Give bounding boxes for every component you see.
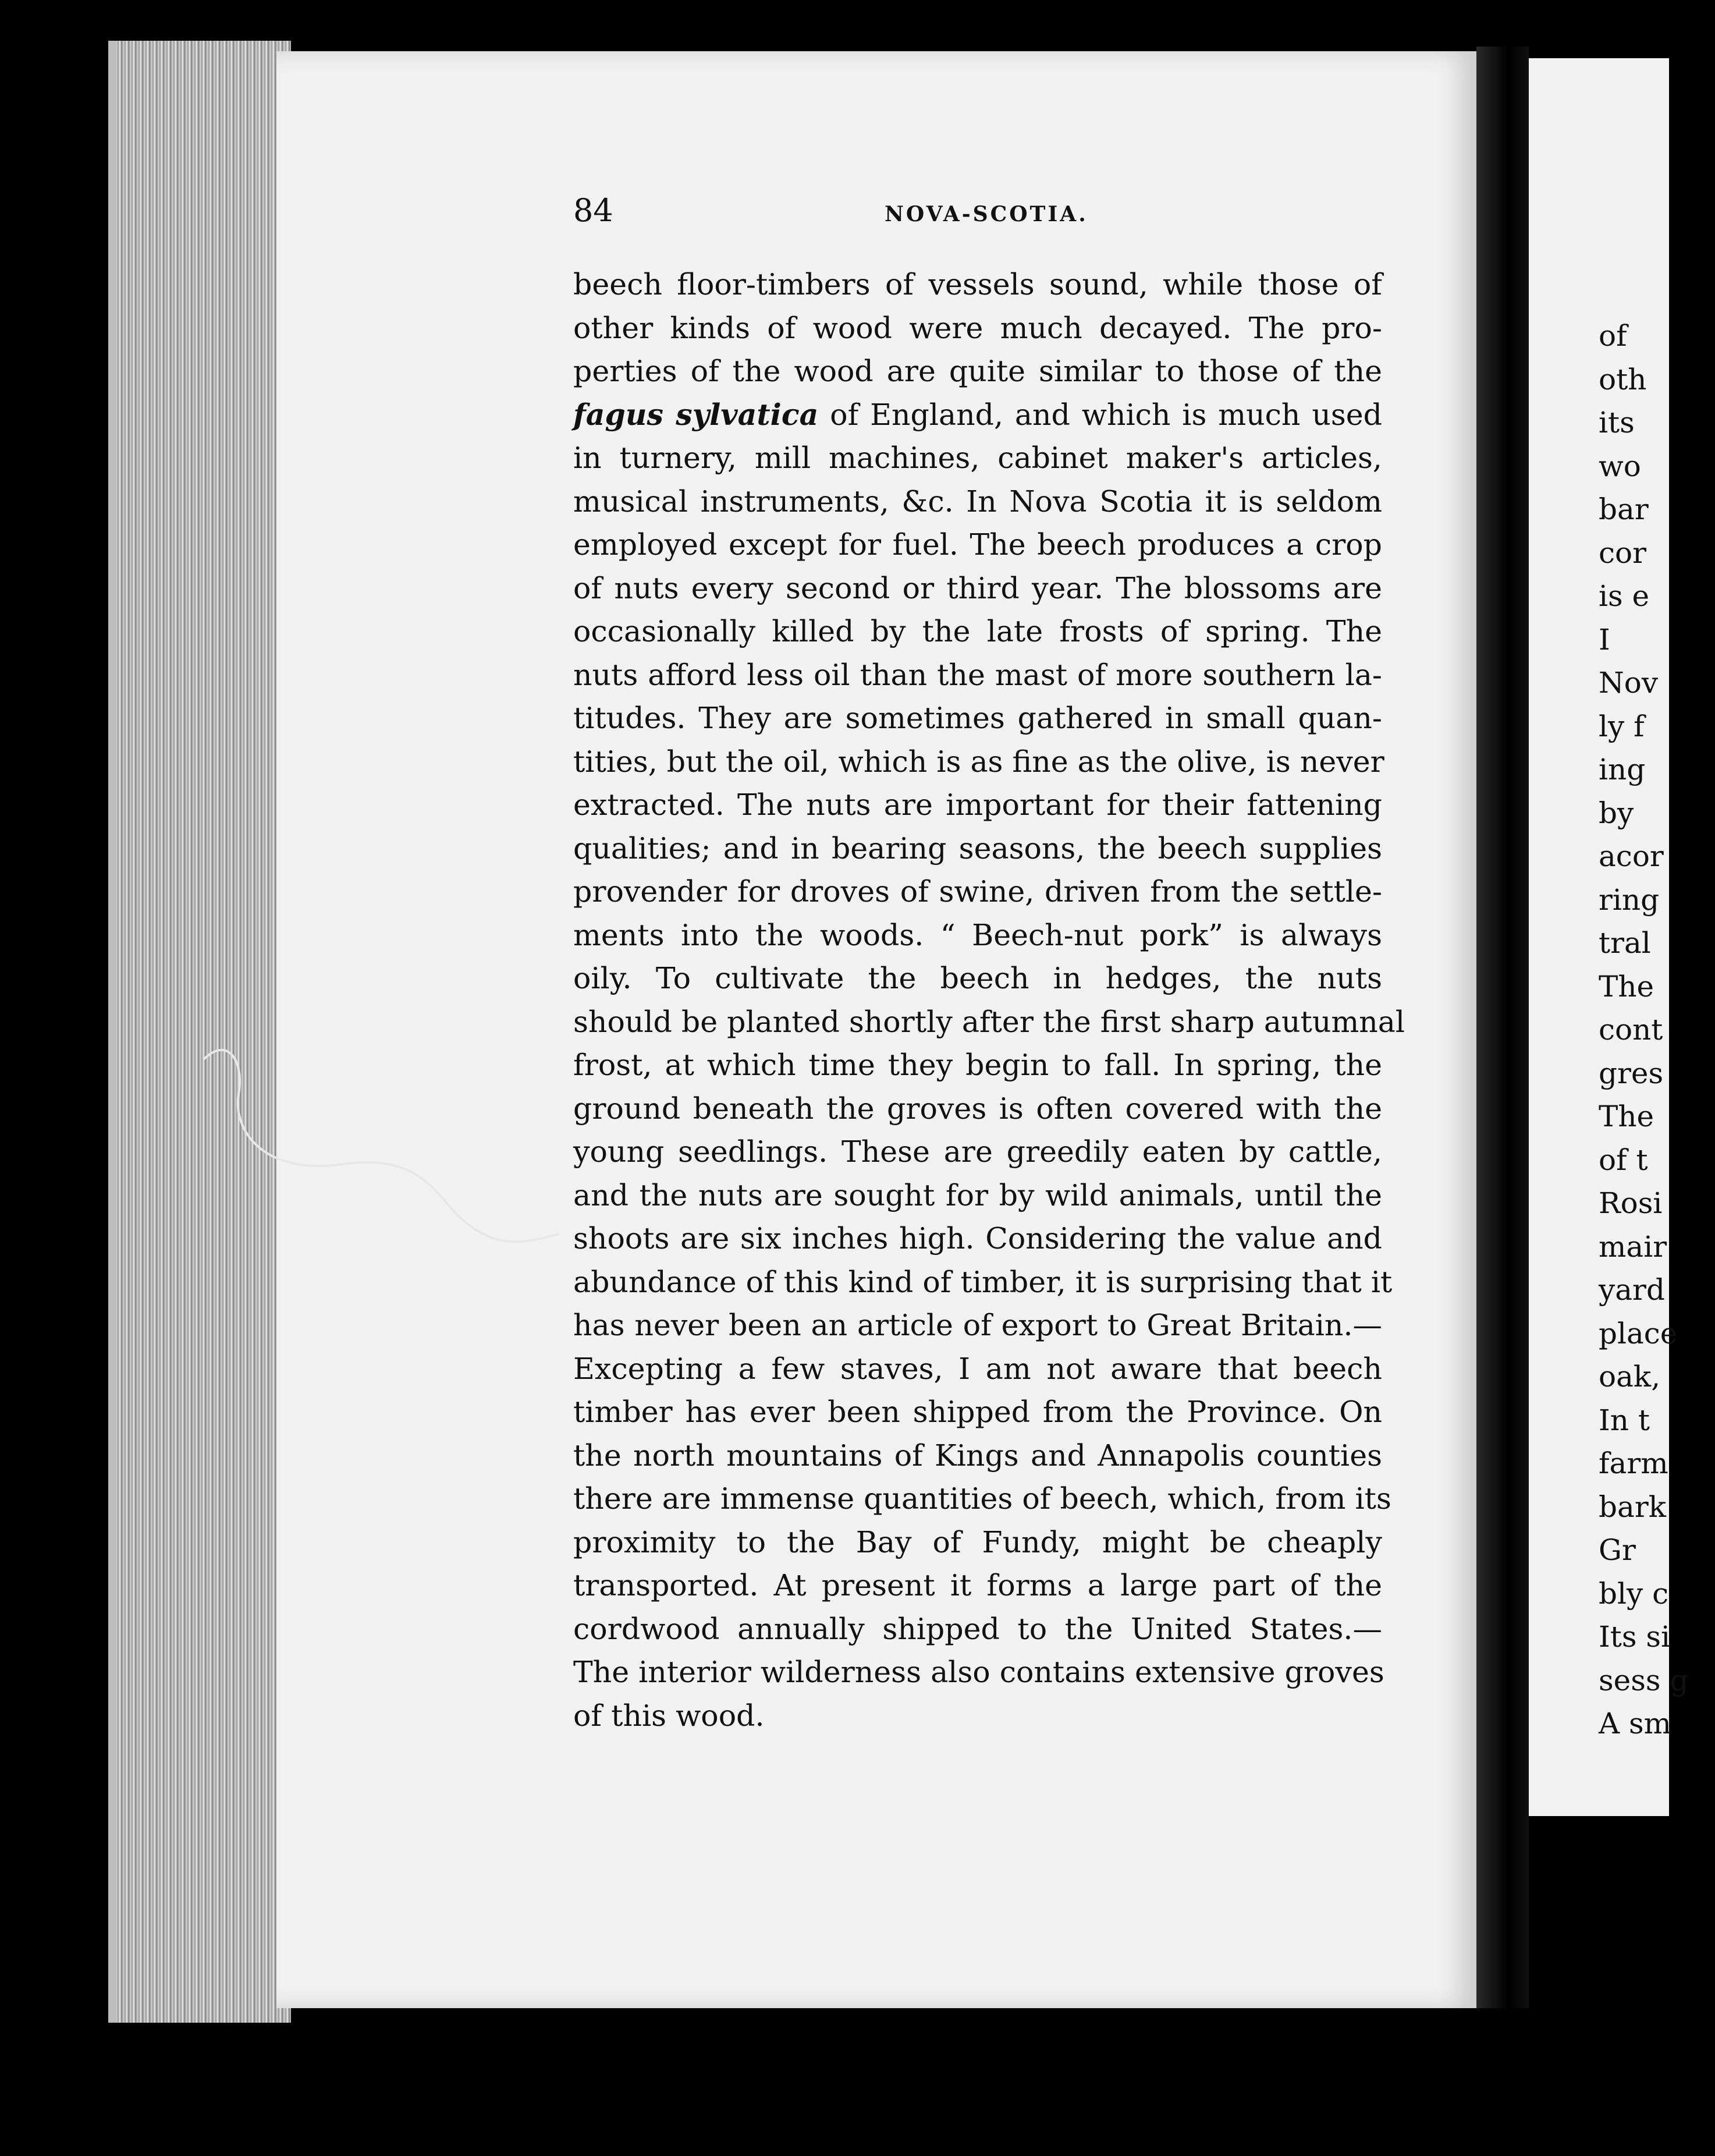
- right-page-fragment: ing: [1599, 753, 1646, 786]
- text-line: and the nuts are sought for by wild animals, until the: [573, 1178, 1382, 1212]
- right-page-fragment: The: [1599, 1100, 1654, 1133]
- right-page-fragment: oth: [1599, 362, 1647, 396]
- right-page-fragment: oak,: [1599, 1360, 1661, 1393]
- text-line: young seedlings. These are greedily eaten by cattle,: [573, 1134, 1382, 1169]
- right-page-fragment: Its si: [1599, 1620, 1671, 1654]
- right-page-fragment: farm: [1599, 1446, 1668, 1480]
- page-number: 84: [573, 192, 613, 229]
- text-line: ground beneath the groves is often covered with the: [573, 1091, 1382, 1126]
- right-page-fragment: cor: [1599, 536, 1647, 570]
- paper-crease-line: [192, 1024, 564, 1292]
- text-line: beech floor-timbers of vessels sound, while those of: [573, 267, 1382, 302]
- right-page-fragment: its: [1599, 406, 1635, 439]
- text-line: oily. To cultivate the beech in hedges, the nuts: [573, 961, 1382, 995]
- text-line: ments into the woods. “ Beech-nut pork” is always: [573, 917, 1382, 952]
- right-page-fragment: A sm: [1599, 1707, 1672, 1740]
- book-gutter: [1476, 47, 1529, 2008]
- right-page-fragment: yard: [1599, 1273, 1665, 1307]
- text-line: frost, at which time they begin to fall. In spring, the: [573, 1048, 1382, 1082]
- right-page-fragment: wo: [1599, 449, 1641, 483]
- text-line: occasionally killed by the late frosts of spring. The: [573, 614, 1382, 648]
- right-page-fragment: ly f: [1599, 709, 1645, 743]
- line-remainder: of England, and which is much used: [818, 397, 1382, 432]
- right-page-fragment: place: [1599, 1316, 1678, 1350]
- text-line: abundance of this kind of timber, it is surprising that it: [573, 1264, 1393, 1299]
- text-line: Excepting a few staves, I am not aware that beech: [573, 1351, 1382, 1386]
- right-page-fragment: is e: [1599, 579, 1650, 613]
- right-page-text-fragments: [1599, 314, 1715, 1746]
- text-line: should be planted shortly after the first sharp autumnal: [573, 1004, 1405, 1039]
- text-line: in turnery, mill machines, cabinet maker's articles,: [573, 441, 1382, 475]
- right-page-fragment: ring: [1599, 882, 1660, 917]
- text-line: perties of the wood are quite similar to those of the: [573, 354, 1382, 388]
- text-line: nuts afford less oil than the mast of more southern la-: [573, 657, 1382, 692]
- text-line: extracted. The nuts are important for their fattening: [573, 788, 1382, 822]
- right-page-fragment: Gr: [1599, 1533, 1636, 1567]
- right-page-fragment: tral: [1599, 926, 1651, 960]
- right-page-partial: [1529, 58, 1689, 1816]
- running-title: NOVA-SCOTIA.: [885, 202, 1088, 226]
- right-page-fragment: acor: [1599, 839, 1664, 873]
- right-page-fragment: I: [1599, 622, 1610, 657]
- text-line: other kinds of wood were much decayed. The pro-: [573, 310, 1382, 345]
- right-page-fragment: gres: [1599, 1056, 1664, 1090]
- right-page-fragment: bark: [1599, 1490, 1667, 1524]
- text-line: of nuts every second or third year. The blossoms are: [573, 570, 1382, 605]
- text-line: provender for droves of swine, driven from the settle-: [573, 874, 1382, 909]
- text-line: tities, but the oil, which is as fine as the olive, is never: [573, 744, 1384, 779]
- right-page-fragment: bly c: [1599, 1576, 1669, 1611]
- right-page-fragment: of: [1599, 319, 1627, 353]
- right-page-fragment: bar: [1599, 492, 1649, 526]
- text-line: transported. At present it forms a large part of the: [573, 1568, 1382, 1602]
- text-line: of this wood.: [573, 1698, 765, 1733]
- text-line: titudes. They are sometimes gathered in small quan-: [573, 701, 1382, 735]
- right-page-fragment: by: [1599, 796, 1634, 830]
- right-page-fragment: cont: [1599, 1013, 1663, 1047]
- right-page-fragment: mair: [1599, 1229, 1667, 1264]
- text-line: the north mountains of Kings and Annapolis counties: [573, 1438, 1382, 1473]
- right-page-fragment: sess g: [1599, 1663, 1689, 1697]
- text-line: cordwood annually shipped to the United States.—: [573, 1611, 1382, 1646]
- right-page-fragment: In t: [1599, 1403, 1650, 1437]
- text-line: shoots are six inches high. Considering the value and: [573, 1221, 1382, 1256]
- text-line: employed except for fuel. The beech produces a crop: [573, 527, 1382, 562]
- text-line: musical instruments, &c. In Nova Scotia it is seldom: [573, 484, 1382, 519]
- text-line: proximity to the Bay of Fundy, might be cheaply: [573, 1524, 1382, 1559]
- right-page-fragment: Nov: [1599, 666, 1659, 700]
- text-line: has never been an article of export to Great Britain.—: [573, 1308, 1382, 1342]
- text-line: qualities; and in bearing seasons, the beech supplies: [573, 831, 1382, 866]
- body-paragraph: [573, 263, 1405, 1737]
- italic-species-name: fagus sylvatica: [573, 397, 819, 432]
- text-line: The interior wilderness also contains extensive groves: [573, 1655, 1384, 1689]
- right-page-fragment: Rosi: [1599, 1186, 1663, 1220]
- right-page-fragment: The: [1599, 969, 1654, 1003]
- text-line: timber has ever been shipped from the Province. On: [573, 1395, 1382, 1429]
- text-line: there are immense quantities of beech, which, from its: [573, 1481, 1391, 1516]
- running-head: [573, 187, 1382, 234]
- right-page-fragment: of t: [1599, 1143, 1648, 1177]
- text-line: [573, 393, 1382, 437]
